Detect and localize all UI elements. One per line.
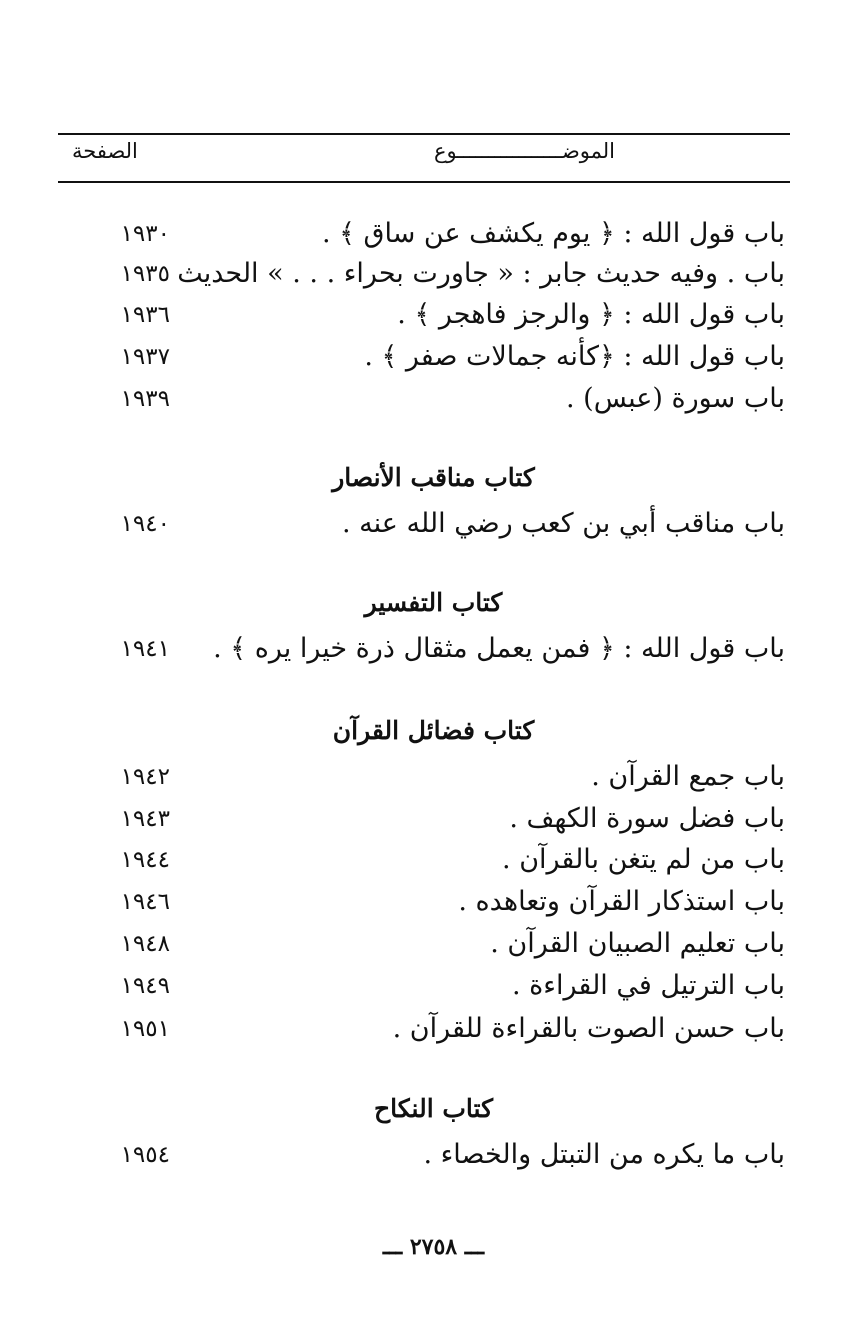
- toc-entry: [0, 336, 867, 378]
- toc-entry: [0, 1134, 867, 1176]
- toc-entry: [0, 798, 867, 840]
- entry-title: باب قول الله : ﴿ يوم يكشف عن ساق ﴾ .: [321, 218, 785, 249]
- entry-page: ١٩٣٠: [120, 221, 170, 247]
- entry-title: باب قول الله : ﴿كأنه جمالات صفر ﴾ .: [364, 341, 785, 372]
- topic-column-header: الموضـــــــــــــــــوع: [433, 139, 615, 163]
- entry-page: ١٩٤٦: [120, 889, 170, 915]
- entry-page: ١٩٤٣: [120, 806, 170, 832]
- entry-page: ١٩٣٥: [120, 261, 170, 287]
- entry-page: ١٩٣٦: [120, 302, 170, 328]
- entry-title: باب استذكار القرآن وتعاهده .: [458, 886, 785, 917]
- entry-page: ١٩٥١: [120, 1016, 170, 1042]
- entry-title: باب سورة (عبس) .: [566, 383, 785, 414]
- toc-entry: [0, 756, 867, 798]
- entry-page: ١٩٤٨: [120, 931, 170, 957]
- entry-title: باب . وفيه حديث جابر : « جاورت بحراء . . . » الحديث: [177, 258, 785, 289]
- page-column-header: الصفحة: [72, 139, 138, 163]
- section-heading: كتاب فضائل القرآن: [332, 716, 535, 745]
- entry-page: ١٩٣٩: [120, 386, 170, 412]
- toc-entry: [0, 294, 867, 336]
- entry-page: ١٩٥٤: [120, 1142, 170, 1168]
- toc-entry: [0, 503, 867, 545]
- toc-entry: [0, 965, 867, 1007]
- entry-title: باب مناقب أبي بن كعب رضي الله عنه .: [342, 508, 785, 539]
- toc-entry: [0, 923, 867, 965]
- toc-entry: [0, 839, 867, 881]
- table-header: [58, 133, 790, 183]
- entry-title: باب قول الله : ﴿ والرجز فاهجر ﴾ .: [397, 299, 785, 330]
- entry-page: ١٩٣٧: [120, 344, 170, 370]
- entry-title: باب حسن الصوت بالقراءة للقرآن .: [392, 1013, 785, 1044]
- entry-title: باب فضل سورة الكهف .: [509, 803, 785, 834]
- entry-page: ١٩٤٤: [120, 847, 170, 873]
- entry-page: ١٩٤٩: [120, 973, 170, 999]
- entry-page: ١٩٤١: [120, 636, 170, 662]
- toc-entry: [0, 881, 867, 923]
- entry-page: ١٩٤٢: [120, 764, 170, 790]
- page-number: ـــ ٢٧٥٨ ـــ: [382, 1234, 485, 1260]
- entry-title: باب جمع القرآن .: [591, 761, 785, 792]
- toc-entry: [0, 628, 867, 670]
- entry-title: باب ما يكره من التبتل والخصاء .: [423, 1139, 785, 1170]
- section-heading: كتاب النكاح: [374, 1094, 493, 1123]
- entry-title: باب تعليم الصبيان القرآن .: [490, 928, 785, 959]
- toc-entry: [0, 378, 867, 420]
- toc-entry: [0, 253, 867, 295]
- entry-title: باب قول الله : ﴿ فمن يعمل مثقال ذرة خيرا يره ﴾ .: [213, 633, 785, 664]
- toc-entry: [0, 213, 867, 255]
- toc-entry: [0, 1008, 867, 1050]
- section-heading: كتاب التفسير: [364, 588, 503, 617]
- entry-page: ١٩٤٠: [120, 511, 170, 537]
- entry-title: باب من لم يتغن بالقرآن .: [502, 844, 785, 875]
- entry-title: باب الترتيل في القراءة .: [512, 970, 785, 1001]
- section-heading: كتاب مناقب الأنصار: [332, 463, 535, 492]
